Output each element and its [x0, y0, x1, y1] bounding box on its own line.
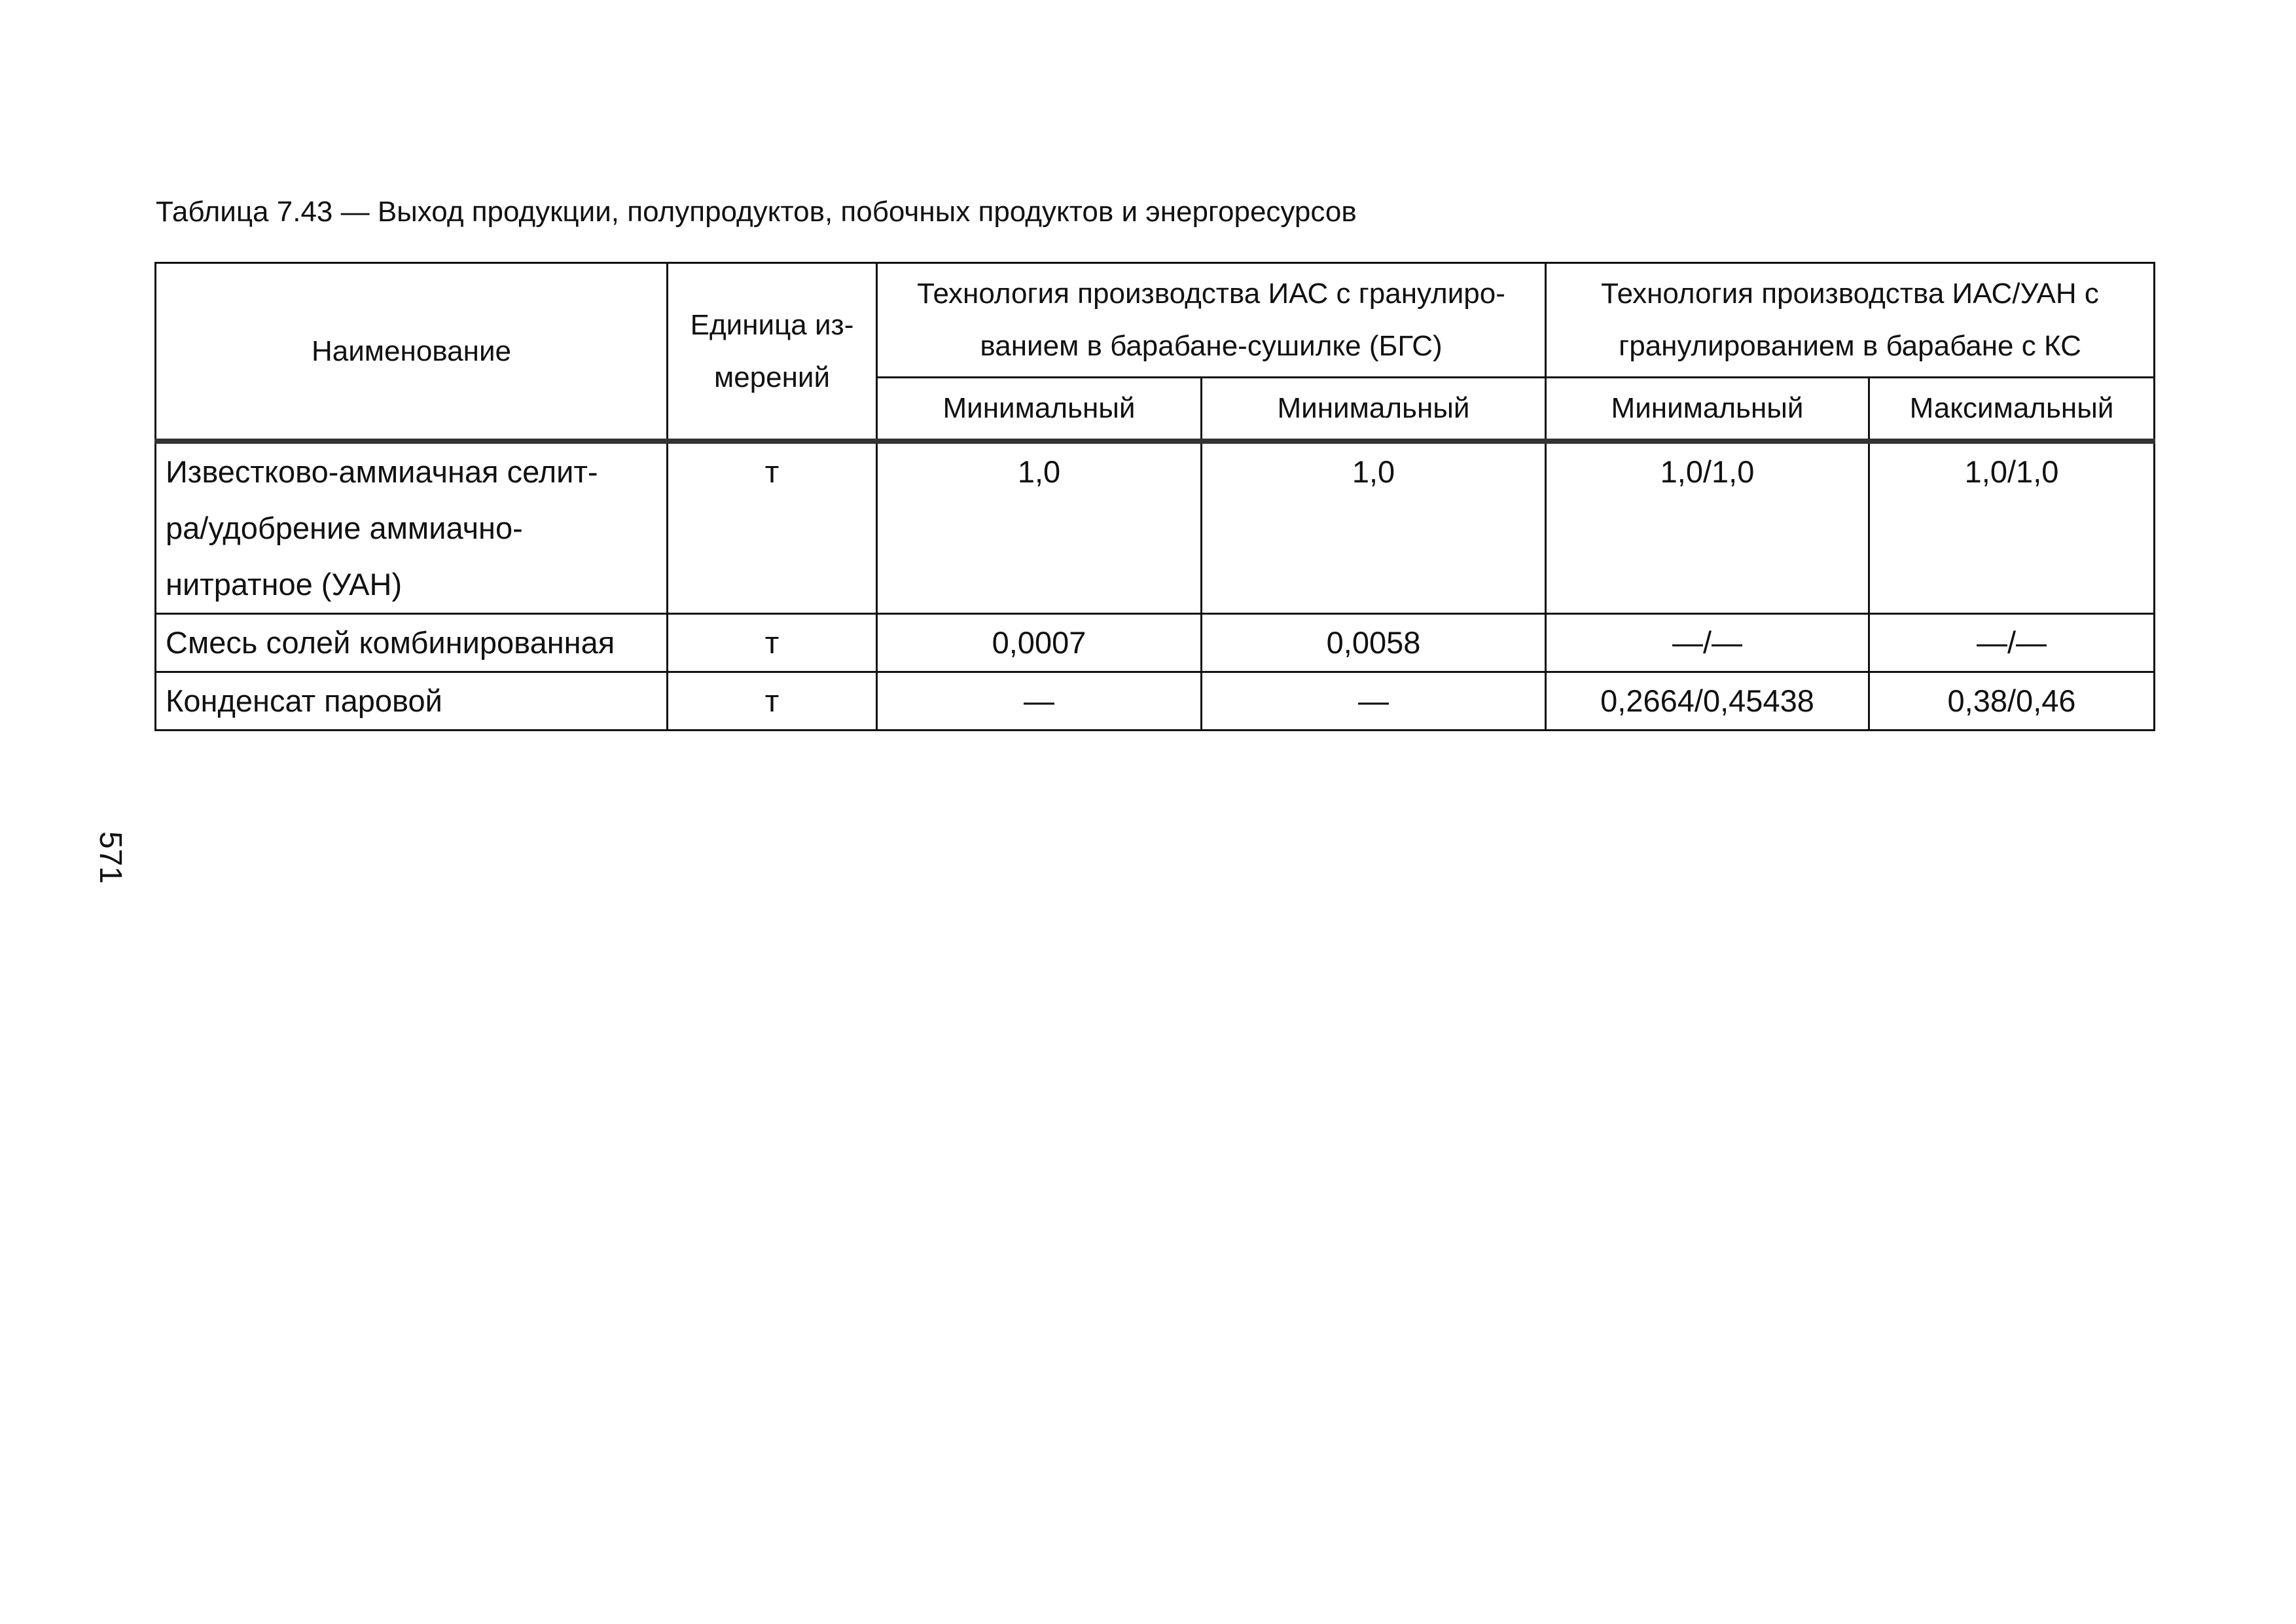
subheader-cell: Минимальный [1202, 378, 1546, 442]
row-name: Смесь солей комбинированная [156, 614, 668, 672]
row-unit: т [668, 441, 877, 614]
header-row [156, 263, 2155, 378]
header-group-ks: Технология производства ИАС/УАН с гранулированием в барабане с КС [1546, 263, 2155, 378]
row-value: 0,0058 [1202, 614, 1546, 672]
row-value: — [1202, 672, 1546, 731]
row-value: —/— [1546, 614, 1869, 672]
row-unit: т [668, 614, 877, 672]
table-row [156, 441, 2155, 614]
row-value: 0,0007 [877, 614, 1202, 672]
header-name: Наименование [156, 263, 668, 442]
header-group-bgs: Технология производства ИАС с гранулиро- ванием в барабане-сушилке (БГС) [877, 263, 1546, 378]
header-unit: Единица из- мерений [668, 263, 877, 442]
row-value: — [877, 672, 1202, 731]
row-value: 1,0/1,0 [1546, 441, 1869, 614]
row-value: 1,0 [877, 441, 1202, 614]
subheader-cell: Максимальный [1869, 378, 2155, 442]
page-number: 571 [93, 831, 128, 884]
subheader-cell: Минимальный [877, 378, 1202, 442]
row-value: 0,38/0,46 [1869, 672, 2155, 731]
table-row [156, 614, 2155, 672]
row-name: Конденсат паровой [156, 672, 668, 731]
row-unit: т [668, 672, 877, 731]
table-caption: Таблица 7.43 — Выход продукции, полупродуктов, побочных продуктов и энергоресурсов [156, 196, 1357, 228]
row-value: 1,0/1,0 [1869, 441, 2155, 614]
row-value: 1,0 [1202, 441, 1546, 614]
table-row [156, 672, 2155, 731]
subheader-cell: Минимальный [1546, 378, 1869, 442]
row-value: —/— [1869, 614, 2155, 672]
output-table [154, 262, 2155, 731]
row-name: Известково-аммиачная селит- ра/удобрение аммиачно- нитратное (УАН) [156, 441, 668, 614]
row-value: 0,2664/0,45438 [1546, 672, 1869, 731]
